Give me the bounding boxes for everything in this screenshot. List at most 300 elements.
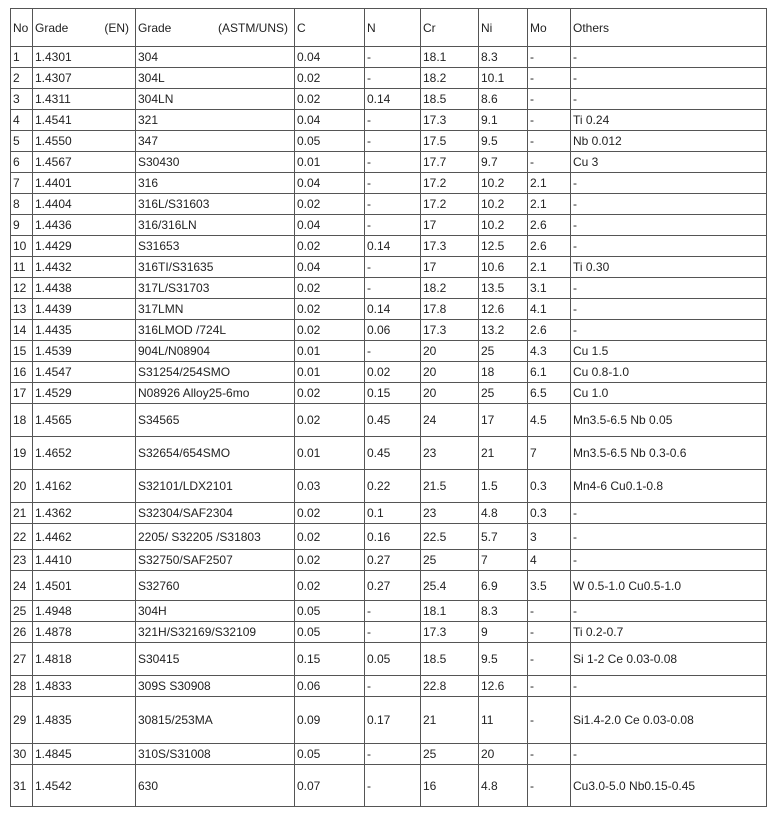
cell-grade-en: 1.4307 <box>33 68 136 89</box>
cell-ni: 17 <box>479 404 528 437</box>
grade-composition-table <box>10 8 767 807</box>
cell-c: 0.02 <box>295 68 365 89</box>
table-row <box>11 320 767 341</box>
header-grade-astm-label: Grade <box>138 20 172 35</box>
cell-grade-astm: S32304/SAF2304 <box>136 503 295 524</box>
cell-grade-astm: S30415 <box>136 643 295 676</box>
cell-no: 20 <box>11 470 33 503</box>
cell-n: - <box>365 110 421 131</box>
cell-grade-en: 1.4539 <box>33 341 136 362</box>
cell-grade-astm: 304LN <box>136 89 295 110</box>
cell-mo: 2.6 <box>528 215 571 236</box>
cell-ni: 11 <box>479 697 528 744</box>
cell-grade-en: 1.4652 <box>33 437 136 470</box>
cell-grade-astm: 2205/ S32205 /S31803 <box>136 524 295 550</box>
cell-no: 3 <box>11 89 33 110</box>
cell-grade-astm: S32654/654SMO <box>136 437 295 470</box>
cell-others: Cu 1.0 <box>571 383 767 404</box>
cell-n: 0.45 <box>365 437 421 470</box>
cell-mo: 2.1 <box>528 194 571 215</box>
cell-grade-en: 1.4436 <box>33 215 136 236</box>
cell-cr: 17.5 <box>421 131 479 152</box>
cell-others: Ti 0.2-0.7 <box>571 622 767 643</box>
cell-n: - <box>365 131 421 152</box>
cell-grade-astm: S32101/LDX2101 <box>136 470 295 503</box>
cell-n: - <box>365 676 421 697</box>
cell-grade-astm: 630 <box>136 765 295 807</box>
cell-ni: 10.1 <box>479 68 528 89</box>
cell-cr: 21.5 <box>421 470 479 503</box>
header-grade-en-label: Grade <box>35 20 69 35</box>
cell-grade-en: 1.4529 <box>33 383 136 404</box>
cell-c: 0.02 <box>295 524 365 550</box>
cell-ni: 4.8 <box>479 765 528 807</box>
cell-cr: 24 <box>421 404 479 437</box>
cell-others: - <box>571 676 767 697</box>
cell-no: 16 <box>11 362 33 383</box>
table-row <box>11 643 767 676</box>
table-row <box>11 278 767 299</box>
cell-ni: 25 <box>479 383 528 404</box>
cell-grade-en: 1.4401 <box>33 173 136 194</box>
cell-ni: 7 <box>479 550 528 571</box>
cell-cr: 18.1 <box>421 47 479 68</box>
cell-c: 0.01 <box>295 437 365 470</box>
cell-c: 0.02 <box>295 299 365 320</box>
cell-cr: 17.8 <box>421 299 479 320</box>
cell-cr: 17.3 <box>421 236 479 257</box>
cell-ni: 12.6 <box>479 299 528 320</box>
cell-mo: 0.3 <box>528 503 571 524</box>
cell-n: - <box>365 68 421 89</box>
table-row <box>11 299 767 320</box>
cell-c: 0.02 <box>295 383 365 404</box>
cell-cr: 25 <box>421 744 479 765</box>
cell-others: Mn3.5-6.5 Nb 0.05 <box>571 404 767 437</box>
table-row <box>11 676 767 697</box>
cell-ni: 21 <box>479 437 528 470</box>
cell-grade-en: 1.4818 <box>33 643 136 676</box>
cell-grade-astm: S30430 <box>136 152 295 173</box>
cell-c: 0.04 <box>295 110 365 131</box>
cell-grade-astm: S31653 <box>136 236 295 257</box>
cell-cr: 17.3 <box>421 110 479 131</box>
cell-c: 0.02 <box>295 236 365 257</box>
cell-c: 0.15 <box>295 643 365 676</box>
cell-ni: 10.6 <box>479 257 528 278</box>
cell-n: 0.22 <box>365 470 421 503</box>
cell-no: 6 <box>11 152 33 173</box>
cell-c: 0.05 <box>295 601 365 622</box>
cell-grade-astm: N08926 Alloy25-6mo <box>136 383 295 404</box>
cell-ni: 13.5 <box>479 278 528 299</box>
cell-no: 23 <box>11 550 33 571</box>
cell-others: Nb 0.012 <box>571 131 767 152</box>
cell-grade-astm: 304 <box>136 47 295 68</box>
cell-grade-en: 1.4301 <box>33 47 136 68</box>
cell-grade-astm: 317L/S31703 <box>136 278 295 299</box>
cell-grade-en: 1.4835 <box>33 697 136 744</box>
cell-no: 31 <box>11 765 33 807</box>
cell-grade-en: 1.4410 <box>33 550 136 571</box>
table-row <box>11 765 767 807</box>
cell-no: 12 <box>11 278 33 299</box>
cell-no: 4 <box>11 110 33 131</box>
cell-n: - <box>365 341 421 362</box>
cell-no: 17 <box>11 383 33 404</box>
cell-ni: 5.7 <box>479 524 528 550</box>
table-row <box>11 215 767 236</box>
cell-grade-en: 1.4878 <box>33 622 136 643</box>
cell-mo: 3.5 <box>528 571 571 601</box>
table-row <box>11 89 767 110</box>
cell-grade-en: 1.4162 <box>33 470 136 503</box>
header-no: No <box>11 9 33 47</box>
cell-others: - <box>571 320 767 341</box>
cell-grade-en: 1.4432 <box>33 257 136 278</box>
cell-ni: 12.5 <box>479 236 528 257</box>
cell-grade-en: 1.4565 <box>33 404 136 437</box>
cell-mo: - <box>528 152 571 173</box>
cell-ni: 9 <box>479 622 528 643</box>
cell-mo: - <box>528 47 571 68</box>
cell-mo: 2.1 <box>528 173 571 194</box>
cell-grade-astm: 316 <box>136 173 295 194</box>
cell-mo: - <box>528 765 571 807</box>
table-row <box>11 622 767 643</box>
cell-cr: 20 <box>421 383 479 404</box>
header-row <box>11 9 767 47</box>
cell-no: 30 <box>11 744 33 765</box>
table-row <box>11 131 767 152</box>
cell-mo: - <box>528 643 571 676</box>
cell-mo: 3 <box>528 524 571 550</box>
cell-grade-en: 1.4462 <box>33 524 136 550</box>
cell-no: 13 <box>11 299 33 320</box>
cell-others: - <box>571 299 767 320</box>
header-grade-en-standard: (EN) <box>104 20 129 35</box>
cell-c: 0.02 <box>295 320 365 341</box>
cell-ni: 25 <box>479 341 528 362</box>
cell-cr: 22.8 <box>421 676 479 697</box>
cell-others: - <box>571 47 767 68</box>
cell-c: 0.05 <box>295 622 365 643</box>
header-n: N <box>365 9 421 47</box>
cell-no: 18 <box>11 404 33 437</box>
cell-grade-en: 1.4362 <box>33 503 136 524</box>
cell-cr: 18.1 <box>421 601 479 622</box>
cell-grade-astm: S32750/SAF2507 <box>136 550 295 571</box>
cell-cr: 17 <box>421 257 479 278</box>
table-row <box>11 362 767 383</box>
cell-mo: - <box>528 131 571 152</box>
cell-n: 0.14 <box>365 236 421 257</box>
cell-cr: 21 <box>421 697 479 744</box>
cell-n: - <box>365 601 421 622</box>
cell-mo: - <box>528 601 571 622</box>
table-row <box>11 383 767 404</box>
cell-cr: 16 <box>421 765 479 807</box>
cell-c: 0.01 <box>295 152 365 173</box>
cell-others: Mn3.5-6.5 Nb 0.3-0.6 <box>571 437 767 470</box>
cell-c: 0.04 <box>295 173 365 194</box>
cell-cr: 25.4 <box>421 571 479 601</box>
cell-grade-astm: 304H <box>136 601 295 622</box>
cell-cr: 17.3 <box>421 622 479 643</box>
cell-no: 9 <box>11 215 33 236</box>
cell-ni: 8.6 <box>479 89 528 110</box>
cell-n: 0.27 <box>365 571 421 601</box>
cell-grade-en: 1.4438 <box>33 278 136 299</box>
cell-n: 0.17 <box>365 697 421 744</box>
table-row <box>11 173 767 194</box>
cell-n: 0.14 <box>365 89 421 110</box>
cell-grade-astm: 347 <box>136 131 295 152</box>
table-row <box>11 194 767 215</box>
cell-others: Si 1-2 Ce 0.03-0.08 <box>571 643 767 676</box>
cell-no: 28 <box>11 676 33 697</box>
cell-c: 0.01 <box>295 341 365 362</box>
cell-cr: 20 <box>421 362 479 383</box>
cell-n: 0.1 <box>365 503 421 524</box>
cell-n: - <box>365 622 421 643</box>
cell-grade-en: 1.4541 <box>33 110 136 131</box>
table-row <box>11 601 767 622</box>
cell-grade-en: 1.4550 <box>33 131 136 152</box>
cell-mo: 2.6 <box>528 320 571 341</box>
cell-others: - <box>571 68 767 89</box>
cell-n: 0.27 <box>365 550 421 571</box>
cell-grade-astm: S32760 <box>136 571 295 601</box>
cell-grade-en: 1.4845 <box>33 744 136 765</box>
cell-cr: 17 <box>421 215 479 236</box>
cell-no: 21 <box>11 503 33 524</box>
header-grade-astm <box>136 9 295 47</box>
cell-n: - <box>365 152 421 173</box>
cell-grade-astm: 316/316LN <box>136 215 295 236</box>
cell-others: - <box>571 173 767 194</box>
cell-mo: 4 <box>528 550 571 571</box>
cell-grade-astm: 321H/S32169/S32109 <box>136 622 295 643</box>
cell-mo: - <box>528 110 571 131</box>
cell-mo: - <box>528 744 571 765</box>
cell-c: 0.07 <box>295 765 365 807</box>
cell-cr: 17.7 <box>421 152 479 173</box>
cell-others: Si1.4-2.0 Ce 0.03-0.08 <box>571 697 767 744</box>
cell-n: - <box>365 173 421 194</box>
cell-n: - <box>365 744 421 765</box>
cell-mo: 6.5 <box>528 383 571 404</box>
table-row <box>11 257 767 278</box>
cell-cr: 22.5 <box>421 524 479 550</box>
cell-others: Ti 0.30 <box>571 257 767 278</box>
cell-n: - <box>365 215 421 236</box>
cell-others: Mn4-6 Cu0.1-0.8 <box>571 470 767 503</box>
cell-no: 25 <box>11 601 33 622</box>
cell-c: 0.05 <box>295 744 365 765</box>
cell-cr: 25 <box>421 550 479 571</box>
header-grade-astm-standard: (ASTM/UNS) <box>218 20 288 35</box>
cell-no: 10 <box>11 236 33 257</box>
cell-no: 5 <box>11 131 33 152</box>
cell-others: - <box>571 278 767 299</box>
cell-others: - <box>571 194 767 215</box>
table-row <box>11 524 767 550</box>
table-row <box>11 437 767 470</box>
cell-no: 27 <box>11 643 33 676</box>
cell-c: 0.09 <box>295 697 365 744</box>
cell-mo: 4.5 <box>528 404 571 437</box>
cell-mo: - <box>528 697 571 744</box>
cell-n: - <box>365 194 421 215</box>
cell-c: 0.02 <box>295 550 365 571</box>
cell-c: 0.05 <box>295 131 365 152</box>
cell-cr: 18.2 <box>421 278 479 299</box>
cell-grade-en: 1.4542 <box>33 765 136 807</box>
cell-c: 0.02 <box>295 89 365 110</box>
table-row <box>11 68 767 89</box>
cell-mo: - <box>528 68 571 89</box>
cell-others: Ti 0.24 <box>571 110 767 131</box>
cell-ni: 10.2 <box>479 215 528 236</box>
cell-others: - <box>571 215 767 236</box>
cell-no: 2 <box>11 68 33 89</box>
cell-n: 0.14 <box>365 299 421 320</box>
cell-n: 0.06 <box>365 320 421 341</box>
cell-others: Cu 0.8-1.0 <box>571 362 767 383</box>
cell-mo: 3.1 <box>528 278 571 299</box>
cell-n: 0.45 <box>365 404 421 437</box>
header-mo: Mo <box>528 9 571 47</box>
cell-no: 8 <box>11 194 33 215</box>
cell-n: - <box>365 765 421 807</box>
cell-mo: 4.3 <box>528 341 571 362</box>
table-body <box>11 47 767 807</box>
cell-mo: 6.1 <box>528 362 571 383</box>
cell-mo: 7 <box>528 437 571 470</box>
cell-grade-en: 1.4567 <box>33 152 136 173</box>
cell-n: 0.05 <box>365 643 421 676</box>
table-row <box>11 47 767 68</box>
cell-no: 29 <box>11 697 33 744</box>
cell-no: 24 <box>11 571 33 601</box>
header-cr: Cr <box>421 9 479 47</box>
cell-grade-astm: 316LMOD /724L <box>136 320 295 341</box>
table-row <box>11 470 767 503</box>
cell-ni: 9.5 <box>479 643 528 676</box>
table-row <box>11 404 767 437</box>
cell-grade-astm: 321 <box>136 110 295 131</box>
cell-ni: 1.5 <box>479 470 528 503</box>
cell-ni: 18 <box>479 362 528 383</box>
cell-grade-astm: 316L/S31603 <box>136 194 295 215</box>
cell-grade-en: 1.4547 <box>33 362 136 383</box>
cell-cr: 17.3 <box>421 320 479 341</box>
cell-c: 0.06 <box>295 676 365 697</box>
cell-ni: 8.3 <box>479 47 528 68</box>
cell-mo: 2.6 <box>528 236 571 257</box>
cell-others: - <box>571 524 767 550</box>
cell-cr: 17.2 <box>421 173 479 194</box>
table-row <box>11 503 767 524</box>
cell-c: 0.02 <box>295 503 365 524</box>
cell-no: 1 <box>11 47 33 68</box>
cell-others: - <box>571 503 767 524</box>
header-others: Others <box>571 9 767 47</box>
cell-others: Cu 1.5 <box>571 341 767 362</box>
cell-c: 0.04 <box>295 215 365 236</box>
cell-others: - <box>571 744 767 765</box>
table-row <box>11 152 767 173</box>
cell-c: 0.04 <box>295 257 365 278</box>
cell-grade-astm: 317LMN <box>136 299 295 320</box>
cell-c: 0.02 <box>295 404 365 437</box>
cell-mo: - <box>528 89 571 110</box>
cell-cr: 23 <box>421 437 479 470</box>
cell-no: 14 <box>11 320 33 341</box>
cell-grade-astm: 310S/S31008 <box>136 744 295 765</box>
cell-mo: - <box>528 676 571 697</box>
cell-grade-en: 1.4948 <box>33 601 136 622</box>
cell-no: 26 <box>11 622 33 643</box>
cell-n: - <box>365 257 421 278</box>
cell-ni: 10.2 <box>479 173 528 194</box>
cell-cr: 18.2 <box>421 68 479 89</box>
cell-grade-en: 1.4833 <box>33 676 136 697</box>
cell-cr: 20 <box>421 341 479 362</box>
cell-others: - <box>571 550 767 571</box>
cell-n: - <box>365 47 421 68</box>
cell-ni: 8.3 <box>479 601 528 622</box>
cell-c: 0.03 <box>295 470 365 503</box>
cell-ni: 9.5 <box>479 131 528 152</box>
cell-ni: 20 <box>479 744 528 765</box>
cell-others: Cu3.0-5.0 Nb0.15-0.45 <box>571 765 767 807</box>
header-ni: Ni <box>479 9 528 47</box>
cell-cr: 23 <box>421 503 479 524</box>
cell-others: W 0.5-1.0 Cu0.5-1.0 <box>571 571 767 601</box>
cell-others: - <box>571 601 767 622</box>
cell-n: 0.02 <box>365 362 421 383</box>
table-row <box>11 697 767 744</box>
cell-grade-en: 1.4439 <box>33 299 136 320</box>
cell-grade-astm: S34565 <box>136 404 295 437</box>
table-row <box>11 341 767 362</box>
cell-grade-en: 1.4404 <box>33 194 136 215</box>
cell-ni: 6.9 <box>479 571 528 601</box>
table-row <box>11 550 767 571</box>
cell-n: 0.16 <box>365 524 421 550</box>
cell-n: 0.15 <box>365 383 421 404</box>
cell-mo: 0.3 <box>528 470 571 503</box>
cell-ni: 4.8 <box>479 503 528 524</box>
cell-grade-astm: 309S S30908 <box>136 676 295 697</box>
cell-grade-en: 1.4311 <box>33 89 136 110</box>
cell-others: Cu 3 <box>571 152 767 173</box>
cell-grade-astm: S31254/254SMO <box>136 362 295 383</box>
table-row <box>11 744 767 765</box>
cell-ni: 10.2 <box>479 194 528 215</box>
cell-others: - <box>571 89 767 110</box>
cell-grade-en: 1.4435 <box>33 320 136 341</box>
cell-mo: 2.1 <box>528 257 571 278</box>
cell-cr: 17.2 <box>421 194 479 215</box>
cell-mo: - <box>528 622 571 643</box>
cell-cr: 18.5 <box>421 643 479 676</box>
cell-no: 19 <box>11 437 33 470</box>
cell-grade-astm: 30815/253MA <box>136 697 295 744</box>
cell-no: 15 <box>11 341 33 362</box>
